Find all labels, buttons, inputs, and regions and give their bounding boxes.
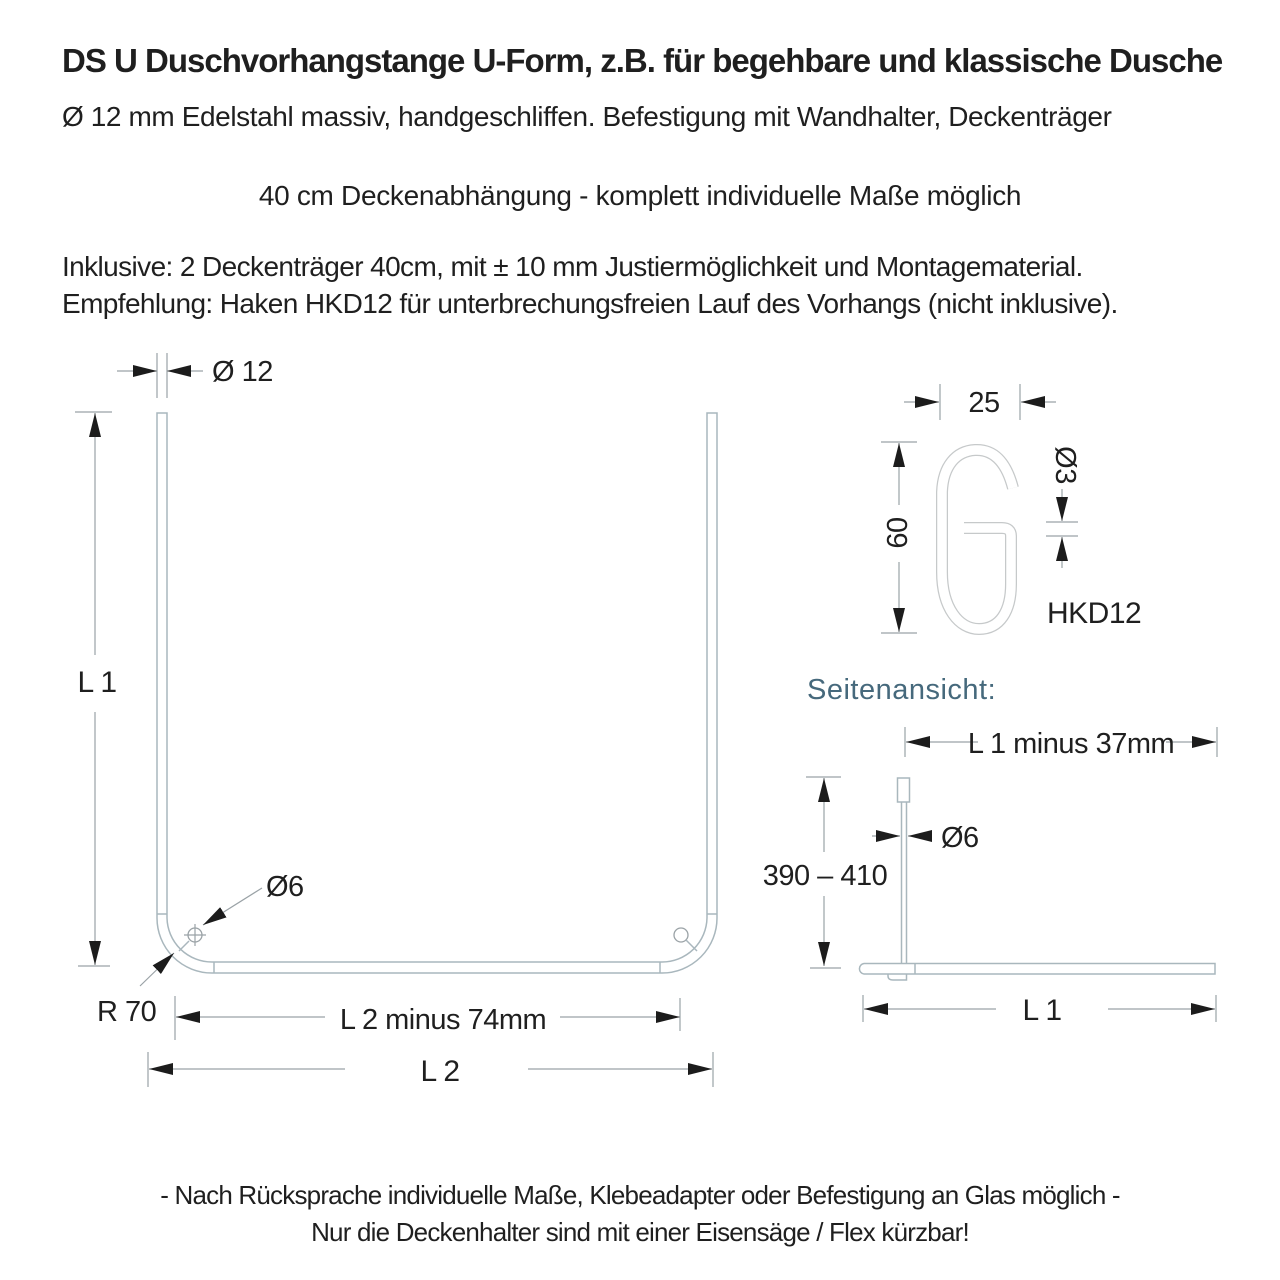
dim-hole-diameter	[203, 871, 304, 925]
dim-label-l2: L 2	[420, 1055, 460, 1088]
dim-total-width	[148, 1052, 713, 1088]
dim-label-r70: R 70	[97, 996, 157, 1028]
recommendation-text: Empfehlung: Haken HKD12 für unterbrechungsfreien Lauf des Vorhangs (nicht inklusive).	[62, 288, 1118, 319]
side-rod-outline	[859, 964, 1215, 975]
product-subtitle: Ø 12 mm Edelstahl massiv, handgeschliffen. Befestigung mit Wandhalter, Deckenträger	[62, 101, 1112, 132]
u-rod-outline	[157, 413, 717, 973]
footer-note-2: Nur die Deckenhalter sind mit einer Eisensäge / Flex kürzbar!	[311, 1217, 969, 1247]
dim-label-l1: L 1	[77, 666, 117, 699]
dim-label-hole6: Ø6	[266, 871, 304, 903]
footer-note-1: - Nach Rücksprache individuelle Maße, Klebeadapter oder Befestigung an Glas möglich -	[160, 1180, 1120, 1210]
hanger-adjuster	[898, 778, 910, 802]
side-view-heading: Seitenansicht:	[807, 674, 997, 706]
hook-name-label: HKD12	[1047, 597, 1142, 630]
side-view-drawing	[763, 674, 1217, 1027]
dim-label-l2-minus: L 2 minus 74mm	[339, 1004, 547, 1036]
dim-hanger-diameter	[872, 822, 979, 854]
right-fixing-hole	[674, 928, 688, 942]
dim-label-drop: 390 – 410	[762, 860, 888, 892]
dim-label-25: 25	[968, 387, 1000, 419]
ceiling-suspension-note: 40 cm Deckenabhängung - komplett individuelle Maße möglich	[258, 180, 1022, 211]
page-title: DS U Duschvorhangstange U-Form, z.B. für begehbare und klassische Dusche	[62, 42, 1223, 79]
included-items-text: Inklusive: 2 Deckenträger 40cm, mit ± 10 mm Justiermöglichkeit und Montagematerial.	[62, 251, 1083, 282]
dim-label-o3: Ø3	[1049, 446, 1081, 484]
dim-rod-diameter	[117, 353, 273, 398]
dim-bend-radius	[97, 953, 174, 1028]
hook-wire-outline	[942, 450, 1013, 629]
dim-label-l1-minus: L 1 minus 37mm	[967, 728, 1175, 760]
dim-height-l1	[75, 412, 117, 966]
dim-label-hanger6: Ø6	[941, 822, 979, 854]
dim-label-diameter12: Ø 12	[212, 356, 273, 388]
dim-hook-width	[904, 384, 1056, 420]
dim-hook-height	[881, 442, 917, 633]
dim-drop-height	[763, 777, 888, 968]
dim-top-length	[905, 727, 1217, 760]
front-view-drawing	[75, 353, 717, 1088]
dim-label-side-l1: L 1	[1022, 994, 1062, 1027]
hook-drawing	[881, 384, 1141, 633]
dim-side-length	[863, 994, 1216, 1027]
dim-hook-wire	[1046, 446, 1081, 568]
dim-inner-width	[175, 996, 680, 1040]
dim-label-60: 60	[882, 517, 914, 549]
hole-stub	[179, 941, 189, 951]
hole-stub	[686, 940, 697, 951]
